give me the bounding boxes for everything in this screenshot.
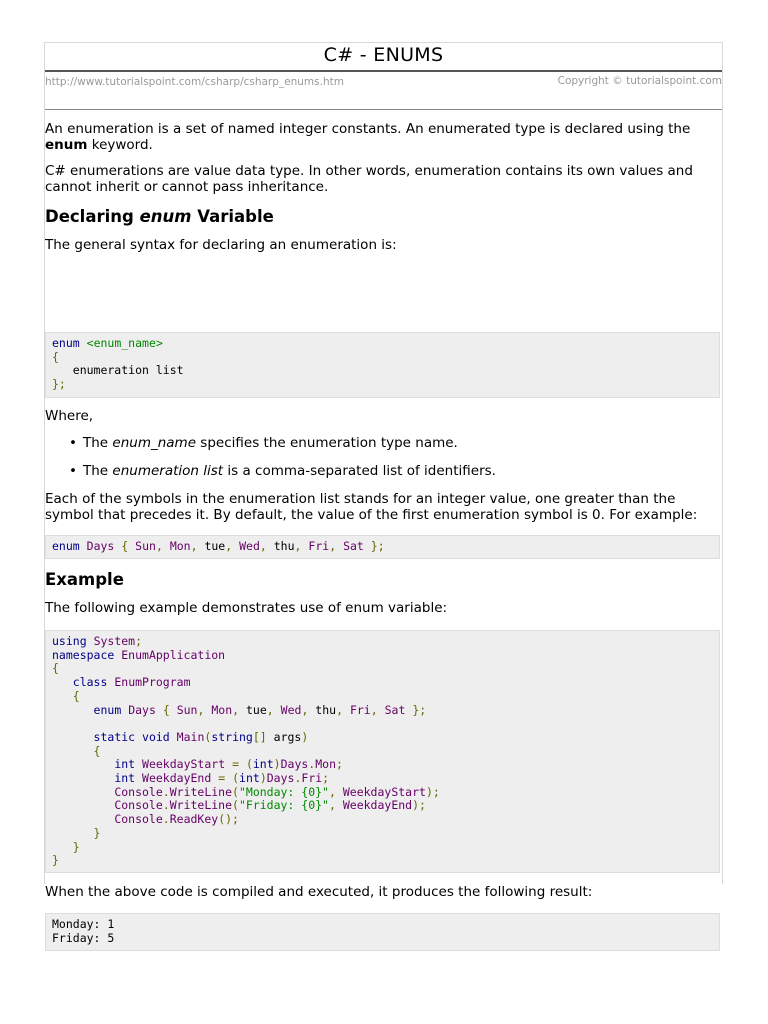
code-token: }; bbox=[412, 702, 427, 717]
code-line bbox=[52, 649, 713, 663]
code-token: , bbox=[232, 702, 240, 717]
code-token bbox=[364, 539, 371, 553]
code-token: , bbox=[259, 539, 267, 553]
code-token: { bbox=[121, 539, 129, 553]
code-token bbox=[343, 703, 350, 717]
code-token: enum bbox=[52, 336, 80, 350]
code-token: <enum_name> bbox=[86, 336, 163, 350]
code-token: ( bbox=[232, 798, 239, 813]
example-code-line bbox=[45, 535, 720, 559]
code-token: } bbox=[93, 825, 101, 840]
code-token bbox=[52, 785, 114, 799]
code-token: . bbox=[162, 784, 170, 799]
code-token bbox=[52, 757, 114, 771]
code-token: }; bbox=[370, 539, 385, 553]
example-heading: Example bbox=[45, 570, 124, 589]
code-line bbox=[52, 731, 713, 745]
bullet-icon: • bbox=[69, 462, 77, 479]
example-intro: The following example demonstrates use of enum variable: bbox=[45, 600, 448, 616]
code-token: System bbox=[93, 634, 136, 648]
code-token: Fri bbox=[301, 771, 323, 786]
code-token: Mon bbox=[211, 702, 233, 717]
code-token: , bbox=[336, 702, 344, 717]
code-token: . bbox=[294, 771, 302, 786]
code-token: }; bbox=[52, 377, 66, 392]
code-line bbox=[52, 717, 713, 731]
enum-keyword: enum bbox=[45, 136, 88, 153]
example-code-block bbox=[45, 630, 720, 873]
code-token: WriteLine bbox=[169, 798, 233, 813]
code-token: enumeration list bbox=[52, 363, 184, 378]
code-token: Days bbox=[86, 539, 115, 553]
code-token: EnumApplication bbox=[121, 647, 226, 662]
explanation-paragraph: Each of the symbols in the enumeration list stands for an integer value, one greater than the symbol that precedes it. By default, the value of the first enumeration symbol is 0. For example: bbox=[45, 491, 698, 523]
code-line bbox=[52, 540, 713, 554]
code-token: int bbox=[114, 757, 136, 772]
code-token bbox=[80, 539, 87, 553]
code-token bbox=[239, 757, 246, 771]
code-token: Main bbox=[176, 729, 205, 744]
code-token: Wed bbox=[280, 702, 302, 717]
code-token: { bbox=[52, 661, 59, 676]
code-token bbox=[87, 634, 94, 648]
code-token: int bbox=[252, 757, 274, 772]
copyright-notice: Copyright © tutorialspoint.com bbox=[557, 75, 722, 87]
code-line bbox=[52, 704, 713, 718]
output-block bbox=[45, 913, 720, 951]
code-token: , bbox=[301, 702, 309, 717]
syntax-code-block bbox=[45, 332, 720, 398]
code-line bbox=[52, 786, 713, 800]
code-token: , bbox=[329, 539, 337, 553]
bullet-icon: • bbox=[69, 435, 77, 451]
code-token: tue bbox=[239, 702, 267, 717]
document-page bbox=[44, 42, 723, 945]
code-token: Sun bbox=[135, 539, 156, 553]
code-token bbox=[135, 757, 142, 771]
list-item bbox=[45, 436, 496, 452]
code-token bbox=[163, 539, 170, 553]
intro-text: An enumeration is a set of named integer constants. An enumerated type is declared using the bbox=[45, 121, 691, 137]
code-token: . bbox=[308, 757, 316, 772]
source-url[interactable]: http://www.tutorialspoint.com/csharp/csharp_enums.htm bbox=[45, 76, 344, 88]
list-text-end: specifies the enumeration type name. bbox=[196, 435, 458, 451]
code-token: ); bbox=[412, 798, 426, 813]
code-token bbox=[336, 785, 343, 799]
code-token: Sun bbox=[176, 702, 198, 717]
code-line bbox=[52, 827, 713, 841]
code-token: "Monday: {0}" bbox=[238, 784, 329, 799]
code-token: int bbox=[239, 771, 260, 786]
code-token: using bbox=[52, 634, 87, 648]
code-token bbox=[135, 771, 142, 785]
code-token: WeekdayEnd bbox=[142, 771, 212, 786]
code-token: thu bbox=[266, 539, 295, 553]
code-token: WeekdayEnd bbox=[342, 798, 413, 813]
output-line: Friday: 5 bbox=[52, 930, 115, 945]
code-token: , bbox=[190, 539, 198, 553]
code-token bbox=[156, 703, 163, 717]
code-token bbox=[135, 730, 142, 744]
code-token: { bbox=[162, 702, 170, 717]
code-token bbox=[52, 771, 114, 785]
intro-paragraph bbox=[45, 122, 715, 153]
code-line bbox=[52, 772, 713, 786]
code-token: = bbox=[232, 757, 239, 772]
declaring-heading bbox=[45, 207, 274, 226]
code-token: ; bbox=[322, 771, 330, 786]
where-label: Where, bbox=[45, 408, 94, 424]
code-line bbox=[52, 813, 713, 827]
code-token: args bbox=[266, 729, 302, 744]
code-token: { bbox=[72, 688, 80, 703]
code-token bbox=[52, 689, 73, 703]
code-token bbox=[52, 675, 73, 689]
code-token: [] bbox=[252, 729, 267, 744]
code-token bbox=[52, 703, 94, 717]
code-line bbox=[52, 635, 713, 649]
code-token bbox=[80, 336, 87, 350]
code-token: ( bbox=[232, 784, 239, 799]
code-token: , bbox=[328, 784, 336, 799]
code-token: = bbox=[218, 771, 226, 786]
intro-text-end: keyword. bbox=[87, 136, 153, 153]
code-token: . bbox=[162, 798, 170, 813]
code-token: Mon bbox=[169, 539, 191, 553]
list-text: The bbox=[83, 435, 113, 451]
list-term: enumeration list bbox=[112, 462, 224, 479]
code-token: ReadKey bbox=[169, 812, 219, 827]
result-intro: When the above code is compiled and executed, it produces the following result: bbox=[45, 884, 593, 900]
code-token: Console bbox=[114, 798, 163, 813]
code-token: , bbox=[266, 702, 274, 717]
code-token: } bbox=[52, 853, 59, 868]
code-token bbox=[52, 730, 94, 744]
code-token: namespace bbox=[52, 647, 115, 662]
code-token: , bbox=[197, 702, 205, 717]
code-token: , bbox=[155, 539, 163, 553]
code-token: ) bbox=[301, 729, 309, 744]
code-token: ) bbox=[273, 757, 281, 772]
code-line bbox=[52, 799, 713, 813]
code-token: WeekdayStart bbox=[342, 784, 426, 799]
code-token: WeekdayStart bbox=[142, 757, 226, 772]
code-token: ) bbox=[259, 771, 267, 786]
code-line bbox=[52, 690, 713, 704]
code-token bbox=[52, 812, 114, 826]
code-token bbox=[170, 730, 177, 744]
value-type-paragraph: C# enumerations are value data type. In other words, enumeration contains its own values and cannot inherit or cannot pass inheritance. bbox=[45, 163, 693, 195]
syntax-intro: The general syntax for declaring an enumeration is: bbox=[45, 237, 397, 253]
code-token: int bbox=[114, 771, 136, 786]
list-item bbox=[45, 464, 496, 480]
page-title: C# - ENUMS bbox=[45, 43, 722, 72]
code-token: Mon bbox=[315, 757, 337, 772]
code-token: Console bbox=[114, 784, 163, 799]
list-text: The bbox=[83, 462, 113, 479]
code-token: , bbox=[225, 539, 233, 553]
code-token: { bbox=[52, 349, 59, 364]
list-text-end: is a comma-separated list of identifiers. bbox=[223, 462, 496, 479]
code-token: Days bbox=[128, 702, 156, 717]
code-token: , bbox=[294, 539, 302, 553]
code-token: string bbox=[211, 729, 253, 744]
code-token: Days bbox=[280, 757, 309, 772]
code-token bbox=[378, 703, 385, 717]
code-token: ); bbox=[425, 784, 440, 799]
code-token bbox=[52, 826, 94, 840]
code-token: class bbox=[72, 675, 108, 690]
code-line bbox=[52, 351, 713, 365]
code-token bbox=[170, 703, 177, 717]
code-token: tue bbox=[197, 539, 226, 553]
code-line bbox=[52, 854, 713, 868]
code-token bbox=[52, 744, 94, 758]
code-token: "Friday: {0}" bbox=[238, 798, 329, 813]
code-line bbox=[52, 378, 713, 392]
heading-text-end: Variable bbox=[191, 207, 274, 226]
code-line bbox=[52, 364, 713, 378]
code-token bbox=[336, 798, 343, 812]
code-line bbox=[52, 337, 713, 351]
code-token: . bbox=[162, 812, 170, 827]
code-token: Console bbox=[114, 812, 163, 827]
code-token: enum bbox=[52, 539, 80, 553]
code-token: { bbox=[93, 743, 101, 758]
code-token: thu bbox=[308, 702, 337, 717]
code-token bbox=[274, 703, 281, 717]
code-token: static bbox=[93, 729, 136, 744]
code-token: WriteLine bbox=[169, 784, 233, 799]
code-token: Wed bbox=[239, 539, 260, 553]
code-token: Sat bbox=[343, 539, 364, 553]
heading-italic: enum bbox=[139, 207, 192, 226]
code-line bbox=[52, 745, 713, 759]
definition-list bbox=[45, 436, 496, 491]
code-token bbox=[52, 840, 73, 854]
code-line bbox=[52, 662, 713, 676]
code-token: ( bbox=[204, 729, 212, 744]
code-token: } bbox=[72, 839, 80, 854]
code-token: , bbox=[328, 798, 336, 813]
code-token: ; bbox=[135, 634, 143, 648]
code-token: Fri bbox=[308, 539, 330, 553]
heading-text: Declaring bbox=[45, 207, 140, 226]
code-token: Fri bbox=[349, 702, 371, 717]
code-token bbox=[52, 798, 114, 812]
code-token: ( bbox=[245, 757, 253, 772]
code-token: ; bbox=[336, 757, 343, 772]
list-term: enum_name bbox=[112, 435, 197, 451]
code-token: (); bbox=[218, 812, 239, 827]
code-line bbox=[52, 758, 713, 772]
code-token: ( bbox=[232, 771, 240, 786]
code-token: , bbox=[370, 702, 378, 717]
output-line: Monday: 1 bbox=[52, 917, 115, 931]
code-line bbox=[52, 676, 713, 690]
code-token: Days bbox=[266, 771, 295, 786]
code-token: EnumProgram bbox=[114, 675, 191, 690]
code-token: enum bbox=[93, 702, 122, 717]
code-token: void bbox=[142, 729, 170, 744]
code-token: Sat bbox=[384, 702, 406, 717]
code-line bbox=[52, 841, 713, 855]
page-meta bbox=[45, 72, 722, 110]
